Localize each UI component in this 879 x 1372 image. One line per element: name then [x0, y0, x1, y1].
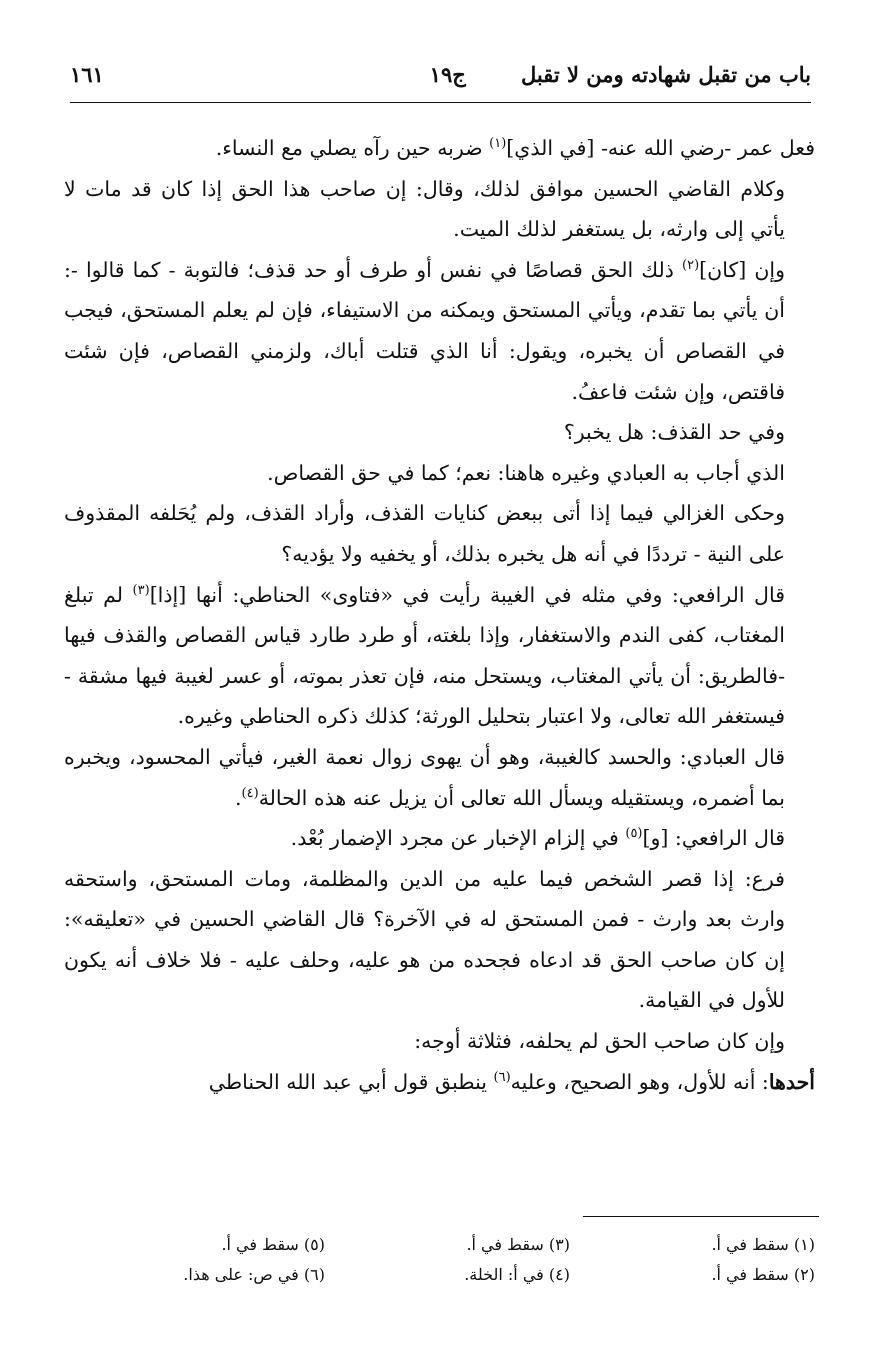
running-title: باب من تقبل شهادته ومن لا تقبل: [520, 62, 811, 87]
footnote: (٢) سقط في أ.: [711, 1265, 815, 1284]
footnote-ref: (١): [489, 136, 507, 152]
footnote: (١) سقط في أ.: [711, 1235, 815, 1254]
footnote-ref: (٣): [132, 582, 150, 598]
page-header: [70, 62, 811, 96]
footnote-ref: (٢): [682, 257, 700, 273]
page-number: ١٦١: [70, 62, 104, 87]
footnote: (٣) سقط في أ.: [466, 1235, 570, 1254]
header-divider: [70, 102, 811, 103]
paragraph: وكلام القاضي الحسين موافق لذلك، وقال: إن صاحب هذا الحق إذا كان قد مات لا يأتي إلى وارثه، بل يستغفر لذلك الميت.: [64, 176, 785, 242]
paragraph: وإن كان صاحب الحق لم يحلفه، فثلاثة أوجه:: [414, 1029, 785, 1054]
footnote-ref: (٤): [241, 785, 259, 801]
footnote: (٥) سقط في أ.: [221, 1235, 325, 1254]
paragraph: قال الرافعي: وفي مثله في الغيبة رأيت في «فتاوى» الحناطي: أنها [إذا]$^{(٣)}$ لم تبلغ المغتاب، كفى الندم والاستغفار، وإذا بلغته، أو طرد طارد قياس القصاص والقذف فيها -فالطريق: أن يأتي المغتاب، ويستحل منه، فإن تعذر بموته، أو عسر لغيبة فيها مشقة - فيستغفر الله تعالى، ولا اعتبار بتحليل الورثة؛ كذلك ذكره الحناطي وغيره.: [64, 582, 786, 729]
paragraph: الذي أجاب به العبادي وغيره هاهنا: نعم؛ كما في حق القصاص.: [267, 460, 785, 485]
paragraph: فرع: إذا قصر الشخص فيما عليه من الدين والمظلمة، ومات المستحق، واستحقه وارث بعد وارث - فمن المستحق له في الآخرة؟ قال القاضي الحسين في «تعليقه»: إن كان صاحب الحق قد ادعاه فجحده من هو عليه، وحلف عليه - فلا خلاف أنه يكون للأول في القيامة.: [64, 866, 785, 1013]
footnote: (٤) في أ: الخلة.: [464, 1265, 570, 1284]
paragraph: وفي حد القذف: هل يخبر؟: [563, 420, 785, 445]
footnote-ref: (٦): [493, 1069, 511, 1085]
paragraph: وحكى الغزالي فيما إذا أتى ببعض كنايات القذف، وأراد القذف، ولم يُحَلفه المقذوف على النية - ترددًا في أنه هل يخبره بذلك، أو يخفيه ولا يؤديه؟: [64, 501, 785, 566]
footnotes: [80, 1232, 815, 1288]
volume-number: ج١٩: [429, 62, 466, 87]
footnote-divider: [583, 1216, 819, 1217]
paragraph: أحدها: أنه للأول، وهو الصحيح، وعليه$^{(٦)}$ ينطبق قول أبي عبد الله الحناطي: [208, 1069, 815, 1094]
paragraph: قال العبادي: والحسد كالغيبة، وهو أن يهوى زوال نعمة الغير، فيأتي المحسود، ويخبره بما أضمره، ويستقيله ويسأل الله تعالى أن يزيل عنه هذه الحالة$^{(٤)}$.: [64, 744, 785, 810]
paragraph: فعل عمر -رضي الله عنه- [في الذي]$^{(١)}$ ضربه حين رآه يصلي مع النساء.: [215, 136, 815, 160]
main-text: [64, 128, 815, 1102]
paragraph: وإن [كان]$^{(٢)}$ ذلك الحق قصاصًا في نفس أو طرف أو حد قذف؛ فالتوبة - كما قالوا -: أن يأتي بما تقدم، ويأتي المستحق ويمكنه من الاستيفاء، فإن لم يعلم المستحق، فيجب في القصاص أن يخبره، ويقول: أنا الذي قتلت أباك، ولزمني القصاص، فإن شئت فاقتص، وإن شئت فاعفُ.: [64, 257, 785, 404]
bold-term: أحدها: [768, 1069, 815, 1094]
footnote-ref: (٥): [625, 826, 643, 842]
paragraph: قال الرافعي: [و]$^{(٥)}$ في إلزام الإخبار عن مجرد الإضمار بُعْد.: [290, 826, 785, 851]
footnote: (٦) في ص: على هذا.: [183, 1265, 325, 1284]
